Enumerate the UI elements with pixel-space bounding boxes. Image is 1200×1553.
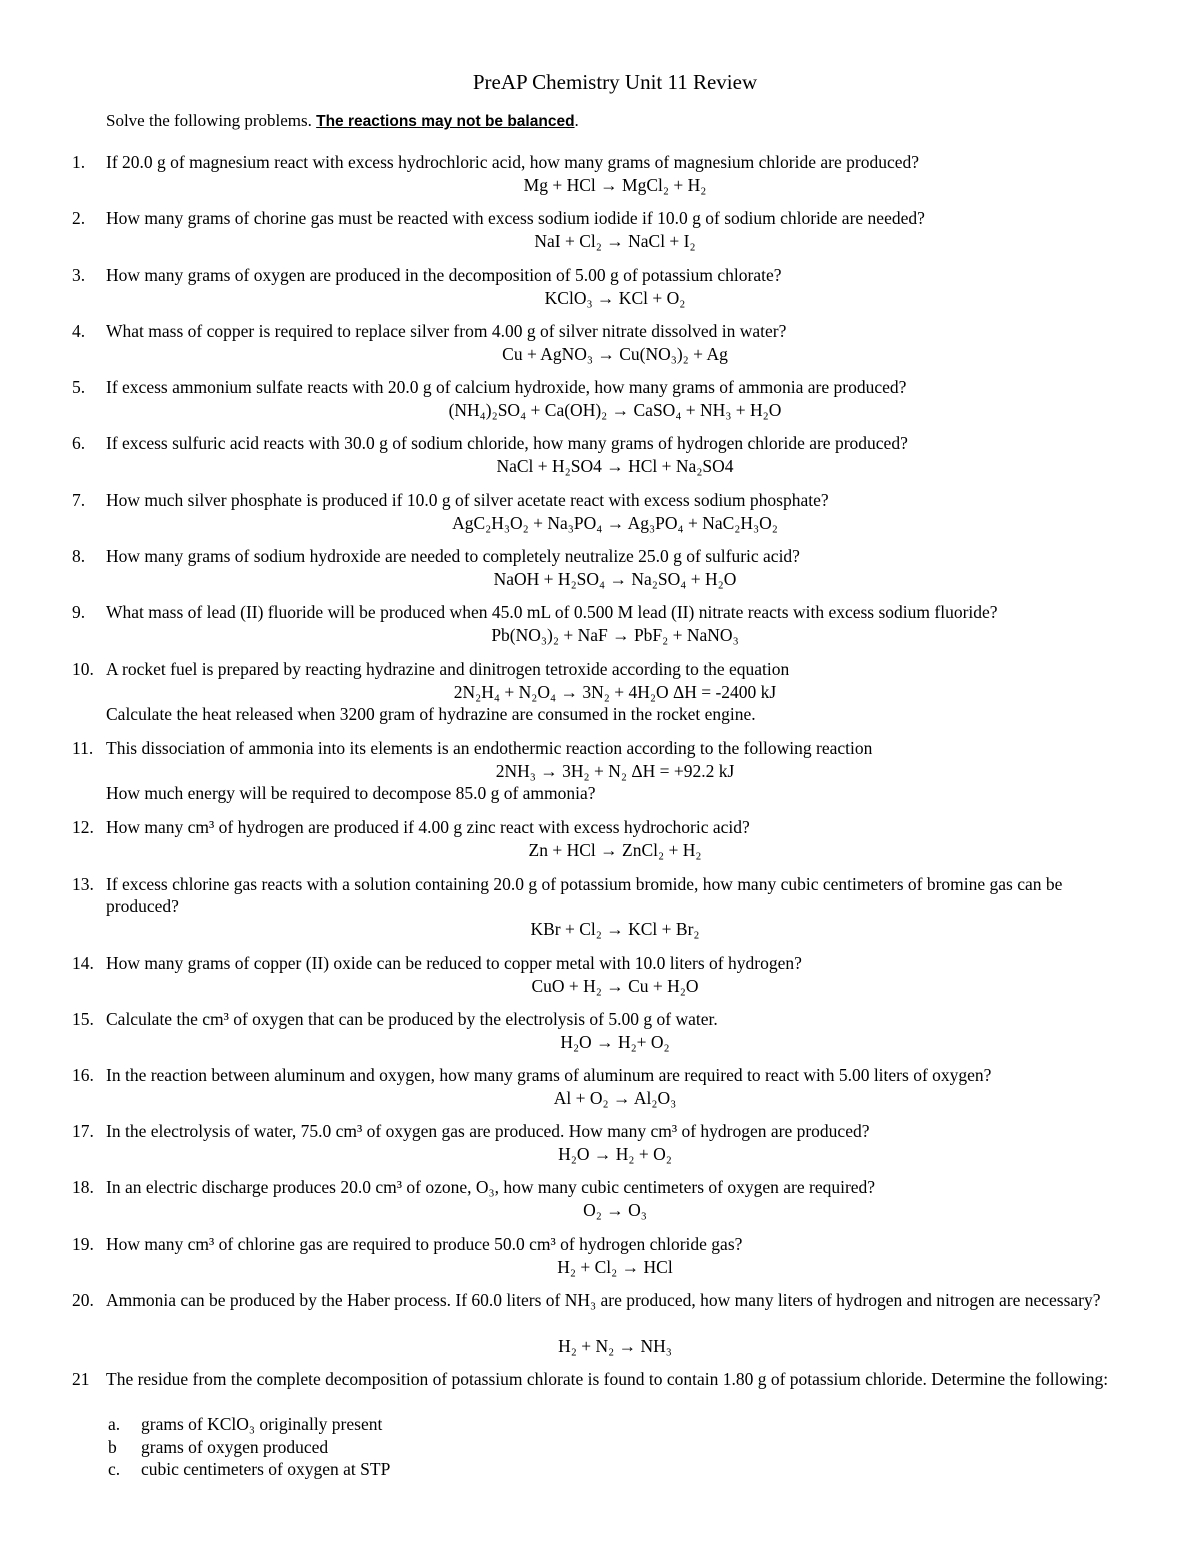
question-text: How many grams of oxygen are produced in the decomposition of 5.00 g of potassium chlorate?: [106, 265, 782, 285]
equation: AgC₂H₃O₂ + Na₃PO₄ → Ag₃PO₄ + NaC₂H₃O₂: [452, 513, 778, 533]
question-number: 20.: [72, 1290, 94, 1310]
question-text: A rocket fuel is prepared by reacting hydrazine and dinitrogen tetroxide according to the equation: [106, 659, 790, 679]
equation: O₂ → O₃: [583, 1200, 647, 1220]
sub-question-text: cubic centimeters of oxygen at STP: [141, 1459, 391, 1479]
equation: NaI + Cl₂ → NaCl + I₂: [534, 231, 696, 251]
question-text: How many grams of copper (II) oxide can be reduced to copper metal with 10.0 liters of hydrogen?: [106, 953, 802, 973]
question-text: If excess chlorine gas reacts with a solution containing 20.0 g of potassium bromide, how many cubic centimeters of bromine gas can be produced?: [106, 874, 1063, 916]
question-number: 16.: [72, 1065, 94, 1085]
instructions-tail: .: [574, 111, 579, 130]
instructions: [106, 111, 579, 131]
question-number: 3.: [72, 265, 86, 285]
instructions-warning: The reactions may not be balanced: [316, 113, 575, 130]
question-number: 10.: [72, 659, 94, 679]
question-text: In the reaction between aluminum and oxygen, how many grams of aluminum are required to react with 5.00 liters of oxygen?: [106, 1065, 992, 1085]
equation: NaOH + H₂SO₄ → Na₂SO₄ + H₂O: [493, 569, 737, 589]
question-number: 5.: [72, 377, 86, 397]
question-text: In the electrolysis of water, 75.0 cm³ of oxygen gas are produced. How many cm³ of hydrogen are produced?: [106, 1121, 870, 1141]
instructions-lead: Solve the following problems.: [106, 111, 317, 130]
question-number: 21: [72, 1369, 90, 1389]
question-number: 13.: [72, 874, 94, 894]
question-text: How many grams of sodium hydroxide are needed to completely neutralize 25.0 g of sulfuric acid?: [106, 546, 800, 566]
question-number: 1.: [72, 152, 86, 172]
question-followup: How much energy will be required to decompose 85.0 g of ammonia?: [106, 783, 596, 803]
question-followup: Calculate the heat released when 3200 gram of hydrazine are consumed in the rocket engine.: [106, 704, 756, 724]
sub-question-letter: c.: [108, 1459, 121, 1479]
equation: Pb(NO₃)₂ + NaF → PbF₂ + NaNO₃: [491, 625, 739, 645]
question-text: Calculate the cm³ of oxygen that can be produced by the electrolysis of 5.00 g of water.: [106, 1009, 718, 1029]
question-number: 14.: [72, 953, 94, 973]
equation: H₂ + N₂ → NH₃: [558, 1336, 672, 1356]
equation: H₂O → H₂ + O₂: [558, 1144, 672, 1164]
equation: Zn + HCl → ZnCl₂ + H₂: [528, 840, 702, 860]
question-text: Ammonia can be produced by the Haber process. If 60.0 liters of NH₃ are produced, how many liters of hydrogen and nitrogen are necessary?: [106, 1290, 1101, 1310]
question-text: If excess sulfuric acid reacts with 30.0 g of sodium chloride, how many grams of hydrogen chloride are produced?: [106, 433, 908, 453]
question-number: 7.: [72, 490, 86, 510]
question-number: 2.: [72, 208, 86, 228]
question-text: How many grams of chorine gas must be reacted with excess sodium iodide if 10.0 g of sodium chloride are needed?: [106, 208, 925, 228]
question-text: This dissociation of ammonia into its elements is an endothermic reaction according to the following reaction: [106, 738, 873, 758]
equation: H₂ + Cl₂ → HCl: [557, 1257, 673, 1277]
question-number: 6.: [72, 433, 86, 453]
question-text: What mass of lead (II) fluoride will be produced when 45.0 mL of 0.500 M lead (II) nitrate reacts with excess sodium fluoride?: [106, 602, 998, 622]
question-number: 4.: [72, 321, 86, 341]
sub-question-letter: b: [108, 1437, 117, 1457]
equation: 2NH₃ → 3H₂ + N₂ ΔH = +92.2 kJ: [495, 761, 735, 781]
page-title: PreAP Chemistry Unit 11 Review: [472, 70, 758, 94]
equation: Al + O₂ → Al₂O₃: [553, 1088, 677, 1108]
equation: KClO₃ → KCl + O₂: [544, 288, 686, 308]
equation: 2N₂H₄ + N₂O₄ → 3N₂ + 4H₂O ΔH = -2400 kJ: [453, 682, 777, 702]
question-text: If 20.0 g of magnesium react with excess hydrochloric acid, how many grams of magnesium chloride are produced?: [106, 152, 919, 172]
question-text: In an electric discharge produces 20.0 cm³ of ozone, O₃, how many cubic centimeters of oxygen are required?: [106, 1177, 876, 1197]
equation: NaCl + H₂SO4 → HCl + Na₂SO4: [496, 456, 734, 476]
question-number: 19.: [72, 1234, 94, 1254]
question-number: 9.: [72, 602, 86, 622]
question-text: How much silver phosphate is produced if 10.0 g of silver acetate react with excess sodium phosphate?: [106, 490, 829, 510]
sub-question-letter: a.: [108, 1414, 121, 1434]
equation: CuO + H₂ → Cu + H₂O: [531, 976, 699, 996]
question-number: 18.: [72, 1177, 94, 1197]
question-text: What mass of copper is required to replace silver from 4.00 g of silver nitrate dissolved in water?: [106, 321, 787, 341]
question-text: The residue from the complete decomposition of potassium chlorate is found to contain 1.80 g of potassium chloride. Determine the following:: [106, 1369, 1109, 1389]
question-number: 15.: [72, 1009, 94, 1029]
equation: H₂O → H₂+ O₂: [560, 1032, 670, 1052]
question-text: If excess ammonium sulfate reacts with 20.0 g of calcium hydroxide, how many grams of ammonia are produced?: [106, 377, 907, 397]
question-number: 12.: [72, 817, 94, 837]
question-number: 17.: [72, 1121, 94, 1141]
equation: (NH₄)₂SO₄ + Ca(OH)₂ → CaSO₄ + NH₃ + H₂O: [448, 400, 782, 420]
question-text: How many cm³ of chlorine gas are required to produce 50.0 cm³ of hydrogen chloride gas?: [106, 1234, 743, 1254]
equation: Cu + AgNO₃ → Cu(NO₃)₂ + Ag: [502, 344, 728, 364]
equation: Mg + HCl → MgCl₂ + H₂: [523, 175, 707, 195]
equation: KBr + Cl₂ → KCl + Br₂: [530, 919, 700, 939]
sub-question-text: grams of oxygen produced: [141, 1437, 329, 1457]
sub-question-text: grams of KClO₃ originally present: [141, 1414, 383, 1434]
question-number: 8.: [72, 546, 86, 566]
question-number: 11.: [72, 738, 94, 758]
question-text: How many cm³ of hydrogen are produced if 4.00 g zinc react with excess hydrochoric acid?: [106, 817, 750, 837]
